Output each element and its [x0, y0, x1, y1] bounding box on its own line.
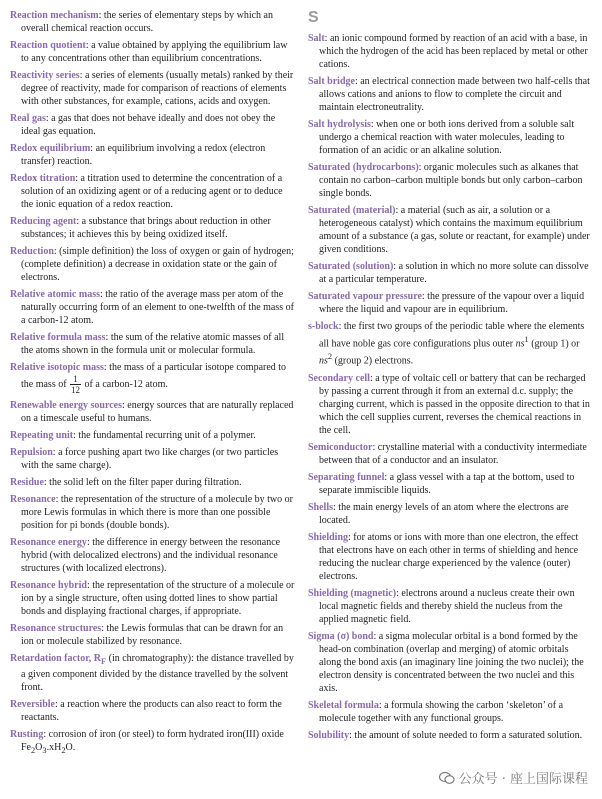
glossary-list-r-part2 — [10, 399, 295, 648]
glossary-term: Saturated (hydrocarbons) — [308, 162, 419, 173]
glossary-entry — [308, 118, 593, 157]
glossary-term: Relative isotopic mass — [10, 362, 104, 373]
formula-subscript: 3 — [42, 746, 47, 755]
glossary-definition: : crystalline material with a conductivity intermediate between that of a conductor and an insulator. — [319, 441, 587, 466]
glossary-term: Saturated (material) — [308, 205, 396, 216]
glossary-definition: : corrosion of iron (or steel) to form hydrated iron(III) oxide Fe — [21, 729, 284, 753]
glossary-term: Resonance hybrid — [10, 580, 87, 591]
glossary-definition: : a force pushing apart two like charges (or two particles with the same charge). — [21, 447, 279, 471]
orbital-superscript: 1 — [524, 335, 529, 344]
orbital-superscript: 2 — [327, 352, 333, 362]
glossary-term: Semiconductor — [308, 441, 373, 453]
glossary-list-s-part2 — [308, 372, 593, 742]
glossary-entry — [308, 204, 593, 256]
glossary-term-subscript: F — [101, 657, 107, 666]
glossary-entry — [10, 288, 295, 327]
glossary-term: Reaction mechanism — [10, 10, 99, 21]
left-column — [10, 9, 295, 761]
watermark-text: 公众号 · 座上国际课程 — [458, 772, 588, 787]
glossary-definition: : an equilibrium involving a redox (electron transfer) reaction. — [21, 143, 266, 167]
glossary-term — [10, 653, 106, 664]
glossary-definition: : the mass of a particular isotope compared to the mass of — [21, 362, 287, 390]
glossary-definition: : the representation of the structure of a molecule by two or more Lewis formulas in which there is more than one possible position for pi bonds (double bonds). — [21, 494, 293, 531]
glossary-entry — [308, 161, 593, 200]
glossary-definition: : the pressure of the vapour over a liquid where the liquid and vapour are in equilibrium. — [319, 291, 585, 315]
glossary-definition-end: of a carbon-12 atom. — [84, 378, 168, 390]
glossary-entry — [308, 441, 593, 467]
formula-part: O — [35, 742, 43, 753]
glossary-entry — [308, 471, 593, 497]
glossary-definition: : the difference in energy between the resonance hybrid (with delocalized electrons) and the individual resonance structures (with localized electrons). — [21, 537, 281, 574]
glossary-definition: : the ratio of the average mass per atom of the naturally occurring form of an element to one-twelfth of the mass of a carbon-12 atom. — [21, 289, 294, 326]
glossary-entry — [308, 729, 593, 742]
glossary-term: Reaction quotient — [10, 40, 86, 51]
glossary-term: Salt hydrolysis — [308, 119, 371, 130]
fraction-one-twelfth — [70, 374, 81, 395]
glossary-entry — [10, 142, 295, 168]
glossary-definition: : an electrical connection made between two half-cells that allows cations and anions to flow to complete the circuit and maintain electroneutrality. — [319, 76, 590, 113]
glossary-entry — [308, 372, 593, 437]
glossary-entry — [10, 172, 295, 211]
right-column — [308, 9, 593, 746]
glossary-term: Repeating unit — [10, 430, 74, 441]
glossary-term: Separating funnel — [308, 471, 385, 483]
glossary-entry — [10, 9, 295, 35]
glossary-term: Saturated vapour pressure — [308, 291, 422, 302]
glossary-definition: : for atoms or ions with more than one electron, the effect that electrons have on each other in terms of shielding and hence reducing the nuclear charge experienced by the valence (outer) electrons. — [319, 531, 579, 582]
glossary-definition: : the series of elementary steps by which an overall chemical reaction occurs. — [21, 10, 273, 34]
glossary-entry-relative-isotopic-mass — [10, 361, 295, 395]
glossary-term: Reduction — [10, 246, 54, 257]
glossary-definition: : a titration used to determine the concentration of a solution of an oxidizing agent or of a reducing agent or to deduce the ionic equation of a redox reaction. — [21, 173, 283, 210]
glossary-entry-retardation-factor — [10, 652, 295, 694]
glossary-entry — [308, 699, 593, 725]
glossary-term: Shielding — [308, 531, 349, 543]
glossary-entry — [308, 75, 593, 114]
glossary-definition: : a sigma molecular orbital is a bond formed by the head-on combination (overlap and merging) of atomic orbitals along the bond axis (an imaginary line joining the two nuclei); the electron density is concentrated between the two nuclei and this axis. — [319, 630, 584, 694]
glossary-entry — [10, 429, 295, 442]
glossary-definition: : the amount of solute needed to form a saturated solution. — [349, 729, 583, 741]
glossary-term: Repulsion — [10, 447, 53, 458]
glossary-term: Resonance structures — [10, 623, 102, 634]
glossary-entry — [10, 399, 295, 425]
glossary-entry — [10, 536, 295, 575]
glossary-entry-rusting — [10, 728, 295, 757]
glossary-list-s-part1 — [308, 32, 593, 316]
glossary-term: Solubility — [308, 729, 350, 741]
glossary-definition: : a gas that does not behave ideally and does not obey the ideal gas equation. — [21, 113, 276, 137]
glossary-entry — [10, 476, 295, 489]
orbital-notation: ns — [515, 338, 525, 350]
glossary-definition: : the fundamental recurring unit of a polymer. — [73, 430, 256, 441]
glossary-definition-end: (group 2) electrons. — [332, 355, 414, 367]
section-letter-heading: S — [308, 9, 319, 26]
glossary-entry — [10, 446, 295, 472]
glossary-definition: : a solution in which no more solute can dissolve at a particular temperature. — [319, 261, 589, 285]
glossary-definition: : the Lewis formulas that can be drawn for an ion or molecule stabilized by resonance. — [21, 623, 284, 647]
glossary-term: Relative formula mass — [10, 332, 106, 343]
formula-subscript: 2 — [31, 746, 36, 755]
glossary-entry-reversible — [10, 698, 295, 724]
glossary-entry — [10, 331, 295, 357]
glossary-definition-mid: (group 1) or — [528, 338, 580, 350]
glossary-entry — [10, 215, 295, 241]
wechat-icon — [439, 771, 455, 785]
glossary-definition: : the solid left on the filter paper during filtration. — [43, 477, 242, 488]
glossary-definition: : a series of elements (usually metals) ranked by their degree of reactivity, made for comparison of reactions of elements with other substances, for example, cations, acids and oxygen. — [21, 70, 294, 107]
glossary-term: Redox equilibrium — [10, 143, 91, 154]
glossary-definition: : the first two groups of the periodic table where the elements all have noble gas core configurations plus outer — [319, 321, 585, 350]
glossary-term: Real gas — [10, 113, 46, 124]
glossary-term: s-block — [308, 321, 339, 332]
glossary-term: Redox titration — [10, 173, 76, 184]
glossary-term: Salt bridge — [308, 76, 355, 87]
glossary-entry — [10, 622, 295, 648]
glossary-term: Secondary cell — [308, 372, 370, 384]
glossary-term: Reducing agent — [10, 216, 77, 227]
glossary-definition: : a reaction where the products can also react to form the reactants. — [21, 699, 282, 723]
glossary-entry — [10, 39, 295, 65]
glossary-definition: : the main energy levels of an atom where the electrons are located. — [319, 501, 569, 526]
formula-part: .xH — [46, 742, 62, 753]
glossary-entry — [10, 493, 295, 532]
glossary-term: Residue — [10, 477, 44, 488]
glossary-definition: : a formula showing the carbon ‘skeleton’ of a molecule together with any functional groups. — [319, 699, 564, 724]
glossary-definition: : electrons around a nucleus create their own local magnetic fields and thereby shield the nucleus from the applied magnetic field. — [319, 587, 575, 625]
glossary-term: Skeletal formula — [308, 699, 379, 711]
glossary-definition: : organic molecules such as alkanes that contain no carbon–carbon multiple bonds but only carbon–carbon single bonds. — [319, 162, 583, 199]
glossary-definition: : a type of voltaic cell or battery that can be recharged by passing a current through it from an external d.c. supply; the charging current, which is passed in the opposite direction to that in which the cell supplies current, reverses the chemical reactions in the cell. — [319, 372, 590, 436]
glossary-entry — [308, 32, 593, 71]
glossary-term: Shielding (magnetic) — [308, 587, 397, 599]
glossary-definition: : when one or both ions derived from a soluble salt undergo a chemical reaction with water molecules, leading to formation of an acidic or an alkaline solution. — [319, 119, 575, 156]
glossary-entry — [10, 245, 295, 284]
wechat-watermark — [435, 766, 592, 789]
glossary-definition: : the representation of the structure of a molecule or ion by a single structure, often using dotted lines to show partial bonds and displaying fractional charges, if appropriate. — [21, 580, 295, 617]
glossary-term: Relative atomic mass — [10, 289, 100, 300]
glossary-definition: : a material (such as air, a solution or a heterogeneous catalyst) which contains the maximum equilibrium amount of a substance (a gas, solute or reactant, for example) under given conditions. — [319, 205, 590, 255]
glossary-term: Reversible — [10, 699, 55, 710]
formula-subscript: 2 — [61, 746, 66, 755]
glossary-term: Reactivity series — [10, 70, 80, 81]
glossary-definition: : a value obtained by applying the equilibrium law to any concentrations other than equilibrium concentrations. — [21, 40, 288, 64]
fraction-numerator: 1 — [70, 374, 81, 385]
glossary-definition: : a glass vessel with a tap at the bottom, used to separate immiscible liquids. — [319, 471, 575, 496]
glossary-term: Sigma (σ) bond — [308, 630, 374, 642]
glossary-definition: : the sum of the relative atomic masses of all the atoms shown in the formula unit or molecular formula. — [21, 332, 285, 356]
glossary-definition: (in chromatography): the distance travelled by a given component divided by the distance travelled by the solvent front. — [21, 653, 294, 693]
glossary-definition: : a substance that brings about reduction in other substances; it achieves this by being oxidized itself. — [21, 216, 271, 240]
formula-part: O. — [65, 742, 76, 753]
glossary-definition: : an ionic compound formed by reaction of an acid with a base, in which the hydrogen of the acid has been replaced by metal or other cations. — [319, 33, 588, 70]
fraction-denominator: 12 — [71, 385, 81, 395]
glossary-entry — [10, 112, 295, 138]
glossary-term: Resonance energy — [10, 537, 87, 548]
glossary-definition: : energy sources that are naturally replaced on a timescale useful to humans. — [21, 400, 294, 424]
glossary-list-r-part1 — [10, 9, 295, 357]
glossary-term: Shells — [308, 501, 334, 513]
glossary-definition: : (simple definition) the loss of oxygen or gain of hydrogen; (complete definition) a decrease in oxidation state or the gain of electrons. — [21, 246, 294, 283]
glossary-entry — [308, 290, 593, 316]
orbital-notation: ns — [319, 355, 328, 367]
glossary-entry — [308, 587, 593, 626]
glossary-entry — [10, 69, 295, 108]
glossary-entry — [308, 531, 593, 583]
glossary-term: Resonance — [10, 494, 56, 505]
glossary-entry — [308, 260, 593, 286]
glossary-term: Rusting — [10, 729, 44, 740]
glossary-term-text: Retardation factor, R — [10, 653, 102, 664]
glossary-entry — [10, 579, 295, 618]
glossary-entry — [308, 501, 593, 527]
glossary-term: Renewable energy sources — [10, 400, 123, 411]
glossary-entry — [308, 630, 593, 695]
glossary-entry-s-block — [308, 320, 593, 368]
glossary-term: Salt — [308, 33, 325, 44]
glossary-term: Saturated (solution) — [308, 261, 394, 272]
